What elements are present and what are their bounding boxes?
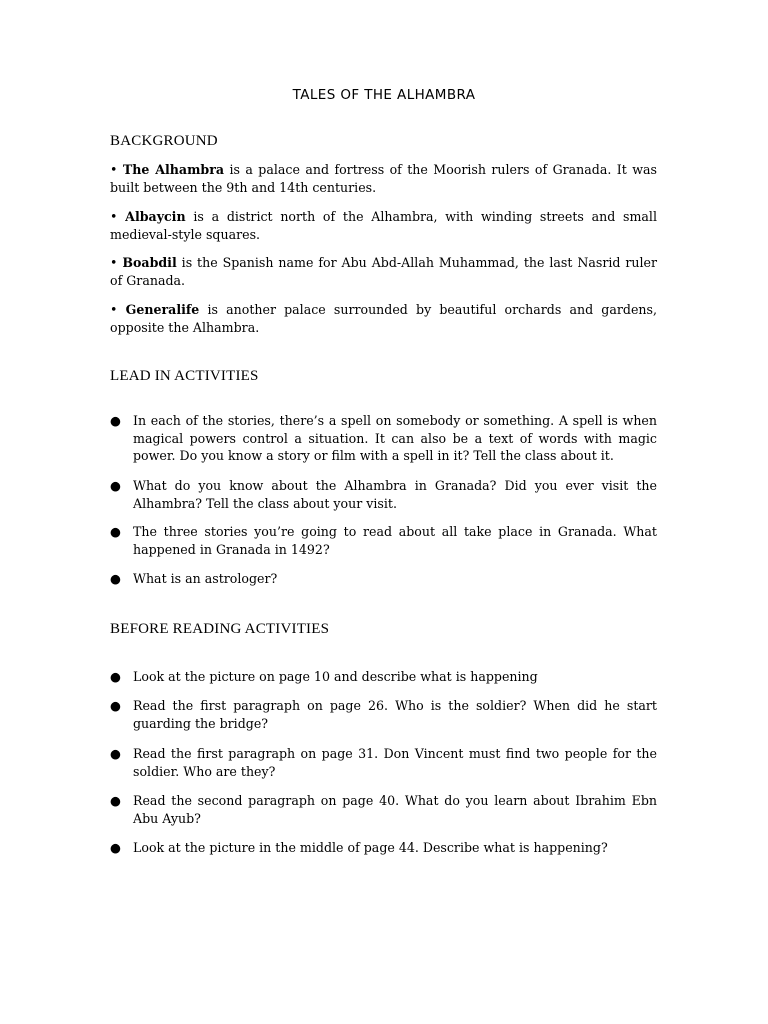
before-reading-item-text: Look at the picture on page 10 and describe what is happening: [133, 669, 538, 684]
before-reading-heading: BEFORE READING ACTIVITIES: [110, 621, 330, 637]
lead-in-heading: LEAD IN ACTIVITIES: [110, 368, 259, 384]
definition-alhambra: is a palace and fortress of the Moorish rulers of Granada. It was built between the 9th and 14th centuries.: [110, 162, 658, 195]
bullet-glyph: •: [110, 162, 118, 177]
bullet-icon: ●: [110, 524, 121, 539]
bullet-glyph: •: [110, 209, 118, 224]
term-generalife: Generalife: [125, 302, 200, 317]
before-reading-item-text: Read the first paragraph on page 31. Don Vincent must find two people for the soldier. Who are they?: [133, 746, 657, 779]
term-albaycin: Albaycin: [125, 209, 186, 224]
bullet-glyph: •: [110, 255, 118, 270]
term-boabdil: Boabdil: [122, 255, 177, 270]
background-item-alhambra: [110, 161, 657, 196]
bullet-icon: ●: [110, 840, 121, 855]
definition-albaycin: is a district north of the Alhambra, with winding streets and small medieval-style squares.: [110, 209, 657, 242]
definition-boabdil: is the Spanish name for Abu Abd-Allah Muhammad, the last Nasrid ruler of Granada.: [110, 255, 657, 288]
bullet-icon: ●: [110, 669, 121, 684]
bullet-icon: ●: [110, 793, 121, 808]
bullet-icon: ●: [110, 698, 121, 713]
bullet-icon: ●: [110, 478, 121, 493]
background-item-albaycin: [110, 208, 657, 243]
lead-in-item-text: What is an astrologer?: [133, 571, 278, 586]
before-reading-item-text: Read the second paragraph on page 40. What do you learn about Ibrahim Ebn Abu Ayub?: [133, 793, 657, 826]
lead-in-item-text: What do you know about the Alhambra in Granada? Did you ever visit the Alhambra? Tell the class about your visit.: [133, 478, 657, 511]
bullet-icon: ●: [110, 413, 121, 428]
page-title: TALES OF THE ALHAMBRA: [292, 87, 476, 103]
background-item-boabdil: [110, 254, 657, 289]
term-alhambra: The Alhambra: [122, 162, 225, 177]
bullet-icon: ●: [110, 746, 121, 761]
lead-in-item-text: In each of the stories, there’s a spell on somebody or something. A spell is when magical powers control a situation. It can also be a text of words with magic power. Do you know a story or film with a spell in it? Tell the class about it.: [133, 413, 657, 463]
background-heading: BACKGROUND: [110, 133, 218, 149]
before-reading-item-text: Read the first paragraph on page 26. Who is the soldier? When did he start guarding the bridge?: [133, 698, 657, 731]
before-reading-item-text: Look at the picture in the middle of page 44. Describe what is happening?: [133, 840, 608, 855]
bullet-icon: ●: [110, 571, 121, 586]
bullet-glyph: •: [110, 302, 118, 317]
definition-generalife: is another palace surrounded by beautiful orchards and gardens, opposite the Alhambra.: [110, 302, 657, 335]
background-item-generalife: [110, 301, 657, 336]
lead-in-item-text: The three stories you’re going to read about all take place in Granada. What happened in Granada in 1492?: [133, 524, 657, 557]
